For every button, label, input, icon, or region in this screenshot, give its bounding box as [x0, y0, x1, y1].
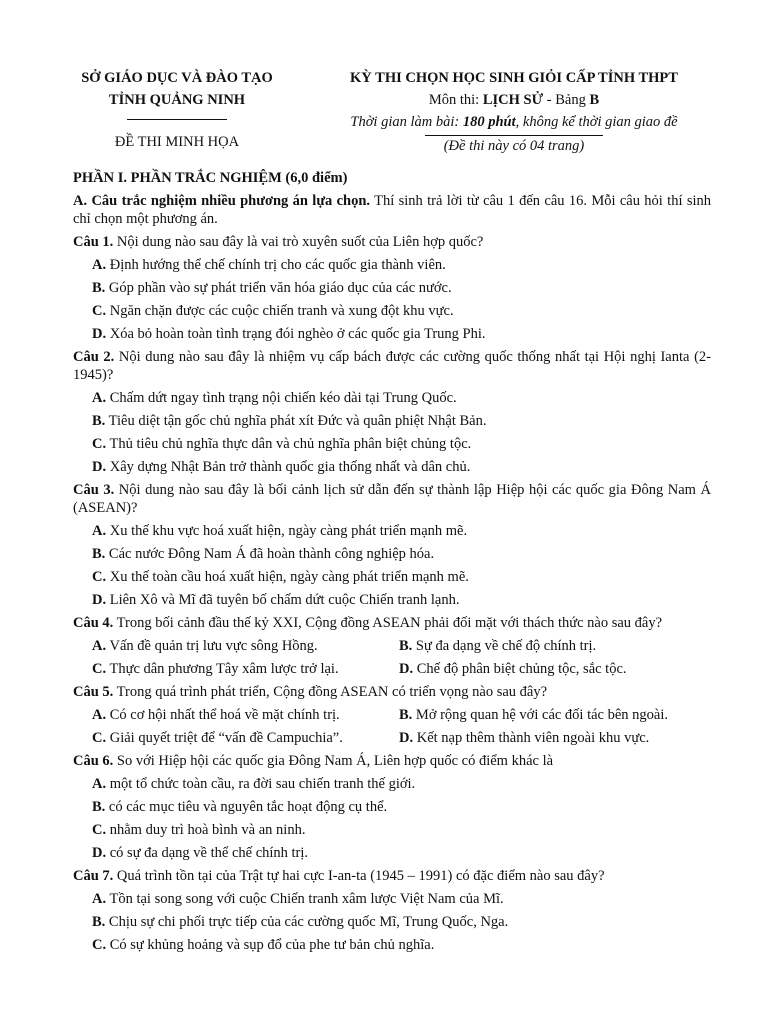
option-text: Các nước Đông Nam Á đã hoàn thành công nghiệp hóa. [105, 546, 435, 562]
answer-option [92, 637, 399, 655]
option-label: B. [399, 707, 413, 723]
option-label: D. [399, 661, 414, 677]
option-text: có các mục tiêu và nguyên tắc hoạt động cụ thể. [105, 799, 388, 815]
option-label: A. [92, 638, 107, 654]
question-stem [73, 614, 711, 632]
option-label: B. [92, 546, 106, 562]
question-stem [73, 752, 711, 770]
question-label: Câu 3. [73, 482, 115, 498]
question-text: So với Hiệp hội các quốc gia Đông Nam Á, Liên hợp quốc có điểm khác là [113, 753, 554, 769]
subject-name: LỊCH SỬ [482, 92, 544, 108]
answer-option [73, 798, 711, 816]
header-right [328, 67, 700, 157]
option-label: A. [92, 776, 107, 792]
option-label: A. [92, 523, 107, 539]
section-title: PHẦN I. PHẦN TRẮC NGHIỆM (6,0 điểm) [73, 170, 348, 186]
option-label: C. [92, 569, 107, 585]
option-text: Xu thế toàn cầu hoá xuất hiện, ngày càng phát triển mạnh mẽ. [106, 569, 469, 585]
answer-option [92, 660, 399, 678]
option-text: Xây dựng Nhật Bản trở thành quốc gia thống nhất và dân chủ. [106, 459, 471, 475]
answer-option-row [73, 660, 711, 678]
answer-option [73, 412, 711, 430]
question-label: Câu 2. [73, 349, 115, 365]
department-name: SỞ GIÁO DỤC VÀ ĐÀO TẠO [81, 70, 273, 86]
answer-option [73, 389, 711, 407]
option-label: B. [92, 914, 106, 930]
option-label: C. [92, 661, 107, 677]
option-text: Ngăn chặn được các cuộc chiến tranh và xung đột khu vực. [106, 303, 454, 319]
option-label: A. [92, 390, 107, 406]
time-value: 180 phút [462, 114, 516, 130]
part-a-title: A. Câu trắc nghiệm nhiều phương án lựa chọn. [73, 193, 371, 209]
option-text: Xóa bỏ hoàn toàn tình trạng đói nghèo ở các quốc gia Trung Phi. [106, 326, 486, 342]
subject-line [328, 89, 700, 111]
answer-option [73, 821, 711, 839]
option-label: A. [92, 707, 107, 723]
option-label: D. [399, 730, 414, 746]
answer-option [399, 729, 706, 747]
question-text: Trong quá trình phát triển, Cộng đồng ASEAN có triển vọng nào sau đây? [113, 684, 548, 700]
question-stem [73, 867, 711, 885]
answer-option [73, 591, 711, 609]
option-text: Liên Xô và Mĩ đã tuyên bố chấm dứt cuộc Chiến tranh lạnh. [106, 592, 460, 608]
option-text: Xu thế khu vực hoá xuất hiện, ngày càng phát triển mạnh mẽ. [106, 523, 468, 539]
time-line [328, 111, 700, 133]
option-text: Kết nạp thêm thành viên ngoài khu vực. [413, 730, 650, 746]
answer-option [73, 913, 711, 931]
board-prefix: - Bảng [543, 92, 590, 108]
option-text: Chịu sự chi phối trực tiếp của các cường quốc Mĩ, Trung Quốc, Nga. [105, 914, 509, 930]
option-label: D. [92, 845, 107, 861]
answer-option [73, 890, 711, 908]
time-suffix: , không kể thời gian giao đề [515, 114, 678, 130]
option-label: A. [92, 257, 107, 273]
question-text: Nội dung nào sau đây là nhiệm vụ cấp bách được các cường quốc thống nhất tại Hội nghị Ianta (2-1945)? [73, 349, 711, 383]
answer-option [73, 522, 711, 540]
question-label: Câu 1. [73, 234, 114, 250]
option-label: C. [92, 822, 107, 838]
answer-option [73, 302, 711, 320]
option-text: Chế độ phân biệt chủng tộc, sắc tộc. [413, 661, 627, 677]
option-text: Vấn đề quản trị lưu vực sông Hồng. [106, 638, 318, 654]
subject-prefix: Môn thi: [428, 92, 483, 108]
answer-option [399, 637, 706, 655]
province-name: TỈNH QUẢNG NINH [108, 92, 246, 108]
part-a-intro [73, 192, 711, 228]
answer-option [92, 729, 399, 747]
option-text: Sự đa dạng về chế độ chính trị. [412, 638, 597, 654]
question-stem [73, 233, 711, 251]
option-text: Tồn tại song song với cuộc Chiến tranh xâm lược Việt Nam của Mĩ. [106, 891, 504, 907]
answer-option [399, 660, 706, 678]
time-prefix: Thời gian làm bài: [350, 114, 463, 130]
question-stem [73, 348, 711, 384]
option-text: Có cơ hội nhất thể hoá về mặt chính trị. [106, 707, 340, 723]
answer-option [73, 775, 711, 793]
answer-option [73, 256, 711, 274]
option-text: nhằm duy trì hoà bình và an ninh. [106, 822, 306, 838]
answer-option [73, 325, 711, 343]
answer-option [73, 545, 711, 563]
option-label: B. [92, 413, 106, 429]
question-stem [73, 481, 711, 517]
option-label: C. [92, 436, 107, 452]
part-a-text: Thí sinh trả lời từ câu 1 đến câu 16. Mỗi câu hỏi thí sinh chỉ chọn một phương án. [73, 193, 711, 227]
option-text: có sự đa dạng về thể chế chính trị. [106, 845, 309, 861]
answer-option [399, 706, 706, 724]
answer-option [73, 568, 711, 586]
question-text: Trong bối cảnh đầu thế kỷ XXI, Cộng đồng ASEAN phải đối mặt với thách thức nào sau đây? [113, 615, 663, 631]
answer-option-row [73, 706, 711, 724]
pages-note: (Đề thi này có 04 trang) [443, 138, 585, 154]
exam-content [73, 167, 711, 954]
question-text: Nội dung nào sau đây là vai trò xuyên suốt của Liên hợp quốc? [113, 234, 484, 250]
option-label: B. [399, 638, 413, 654]
answer-option [73, 435, 711, 453]
option-text: Giải quyết triệt để “vấn đề Campuchia”. [106, 730, 343, 746]
option-label: C. [92, 937, 107, 953]
option-text: Tiêu diệt tận gốc chủ nghĩa phát xít Đức và quân phiệt Nhật Bản. [105, 413, 487, 429]
option-text: Mở rộng quan hệ với các đối tác bên ngoài. [412, 707, 669, 723]
exam-type: ĐỀ THI MINH HỌA [114, 134, 240, 150]
option-label: C. [92, 730, 107, 746]
question-label: Câu 7. [73, 868, 114, 884]
answer-option [92, 706, 399, 724]
question-text: Quá trình tồn tại của Trật tự hai cực I-an-ta (1945 – 1991) có đặc điểm nào sau đây? [113, 868, 605, 884]
answer-option-row [73, 637, 711, 655]
board-name: B [589, 92, 600, 108]
header-left-rule [127, 119, 227, 120]
answer-option-row [73, 729, 711, 747]
question-stem [73, 683, 711, 701]
question-text: Nội dung nào sau đây là bối cảnh lịch sử dẫn đến sự thành lập Hiệp hội các quốc gia Đông Nam Á (ASEAN)? [73, 482, 711, 516]
option-label: D. [92, 326, 107, 342]
option-text: Thủ tiêu chủ nghĩa thực dân và chủ nghĩa phân biệt chủng tộc. [106, 436, 472, 452]
answer-option [73, 844, 711, 862]
option-text: Thực dân phương Tây xâm lược trở lại. [106, 661, 339, 677]
option-text: Chấm dứt ngay tình trạng nội chiến kéo dài tại Trung Quốc. [106, 390, 457, 406]
option-label: D. [92, 592, 107, 608]
exam-title: KỲ THI CHỌN HỌC SINH GIỎI CẤP TỈNH THPT [350, 70, 678, 86]
answer-option [73, 458, 711, 476]
option-text: Góp phần vào sự phát triển văn hóa giáo dục của các nước. [105, 280, 452, 296]
option-label: B. [92, 280, 106, 296]
option-label: B. [92, 799, 106, 815]
question-label: Câu 4. [73, 615, 114, 631]
question-label: Câu 6. [73, 753, 114, 769]
option-text: Định hướng thể chế chính trị cho các quốc gia thành viên. [106, 257, 446, 273]
option-text: Có sự khủng hoảng và sụp đổ của phe tư bản chủ nghĩa. [106, 937, 435, 953]
question-label: Câu 5. [73, 684, 114, 700]
option-label: D. [92, 459, 107, 475]
option-label: A. [92, 891, 107, 907]
option-text: một tổ chức toàn cầu, ra đời sau chiến tranh thế giới. [106, 776, 416, 792]
answer-option [73, 936, 711, 954]
header-left [60, 67, 294, 153]
option-label: C. [92, 303, 107, 319]
answer-option [73, 279, 711, 297]
